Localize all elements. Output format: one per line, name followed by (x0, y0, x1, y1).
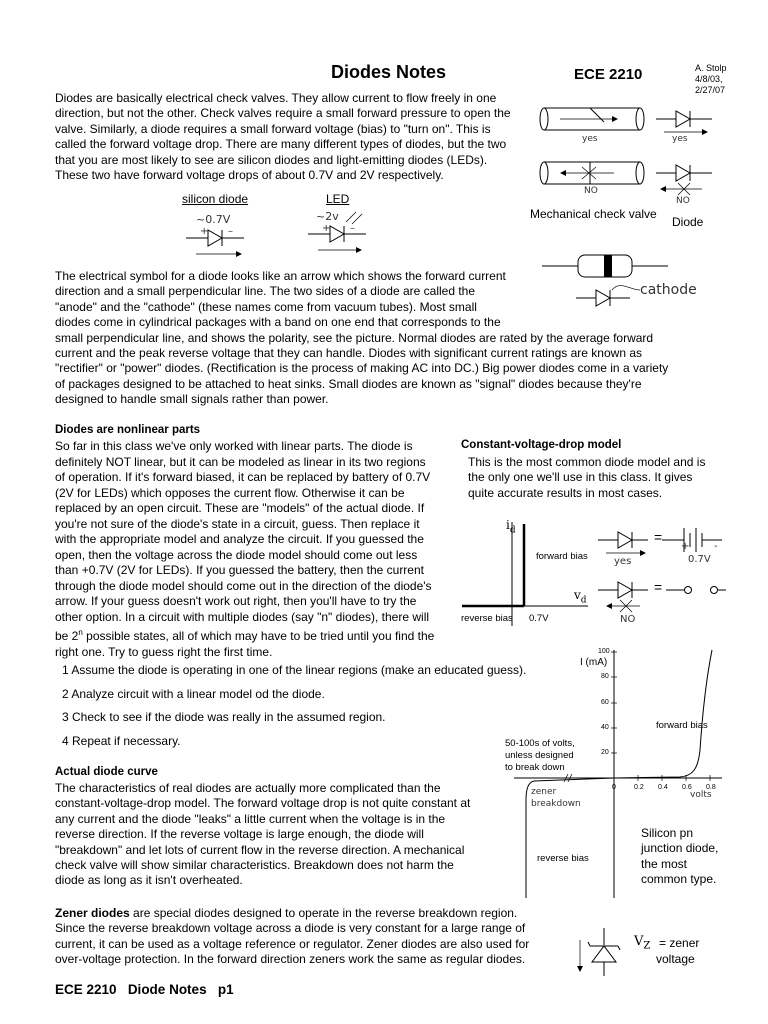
electrical-line: direction and a small perpendicular line. The two sides of a diode are called the (55, 284, 476, 299)
footer-course: ECE 2210 (55, 982, 117, 997)
nonlinear-line: So far in this class we've only worked with linear parts. The diode is (55, 439, 413, 453)
nonlinear-line: other option. In a circuit with multiple diodes (say "n" diodes), there will (55, 609, 430, 624)
electrical-line: designed to handle small signals rather than power. (55, 392, 329, 407)
nonlinear-line: through the diode model should come out in the direction of the diode's (55, 578, 432, 593)
step-item: 1 Assume the diode is operating in one of the linear regions (make an educated guess). (62, 663, 527, 677)
y-tick-60: 60 (601, 699, 609, 706)
diode-yes-label: yes (672, 134, 688, 144)
zener-line-rest: are special diodes designed to operate in the reverse breakdown region. (129, 906, 518, 920)
silicon-diode-label: silicon diode (182, 192, 249, 206)
cvd-no-label: NO (620, 614, 636, 625)
id-d: d (509, 525, 516, 536)
cvd-line: the only one we'll use in this class. It gives (468, 470, 693, 485)
id-i: i (506, 518, 510, 532)
date-2: 2/27/07 (695, 85, 726, 95)
step-item: 3 Check to see if the diode was really in the assumed region. (62, 710, 386, 724)
curve-y-label: I (mA) (580, 657, 608, 668)
actual-line: "breakdown" and let lots of current flow in the reverse direction. A mechanical (55, 842, 465, 857)
footer-page: p1 (217, 982, 234, 997)
footer-title: Diode Notes (127, 982, 207, 997)
nonlinear-line: you're not sure of the diode's state in a circuit, guess. Then replace it (55, 516, 420, 531)
intro-line: direction, but not the other. Check valves require a small forward pressure to open the (55, 106, 511, 121)
curve-forward-bias: forward bias (656, 720, 708, 731)
cvd-heading: Constant-voltage-drop model (461, 439, 622, 451)
actual-line: constant-voltage-drop model. The forward voltage drop is not quite constant at (55, 796, 471, 811)
intro-line: These two have forward voltage drops of about 0.7V and 2V respectively. (55, 168, 444, 183)
silicon-pn-line: common type. (641, 872, 717, 887)
vz-v: V (634, 934, 644, 949)
actual-line: diode as long as it isn't overheated. (55, 873, 243, 888)
cathode-label: cathode (640, 282, 697, 298)
cvd-line: This is the most common diode model and is (468, 455, 706, 469)
vd-d: d (580, 595, 587, 606)
intro-line: that you are most likely to see are silicon diodes and light-emitting diodes (LEDs). (55, 152, 488, 167)
led-minus: – (350, 223, 355, 234)
actual-curve-heading: Actual diode curve (55, 766, 158, 778)
zener-line: current, it can be used as a voltage reference or regulator. Zener diodes are also used for (55, 936, 530, 951)
y-tick-40: 40 (601, 724, 609, 731)
exponent-n: n (78, 628, 83, 637)
x-tick-0.8: 0.8 (706, 784, 716, 791)
electrical-line: current and the peak reverse voltage that they can handle. Diodes with significant current ratings are known as (55, 346, 642, 361)
electrical-line: "anode" and the "cathode" (these names come from vacuum tubes). Most small (55, 299, 477, 314)
zener-breakdown-line: zener (531, 787, 557, 797)
cvd-yes-label: yes (614, 556, 632, 567)
battery-voltage-label: 0.7V (688, 554, 711, 565)
nonlinear-line: open, then the voltage across the diode model should come out less (55, 547, 418, 562)
nonlinear-line: arrow. If your guess doesn't work out right, then you'll have to try the (55, 594, 417, 608)
equals-sign-1: = (654, 529, 663, 545)
date-1: 4/8/03, (695, 74, 723, 84)
cvd-forward-bias-label: forward bias (536, 551, 588, 562)
cvd-line: quite accurate results in most cases. (468, 485, 663, 500)
intro-line: Diodes are basically electrical check valves. They allow current to flow freely in one (55, 91, 497, 105)
breakdown-note-line: 50-100s of volts, (505, 738, 575, 749)
vz-z: Z (643, 940, 651, 952)
electrical-line: diodes come in cylindrical packages with a band on one end that corresponds to the (55, 315, 501, 330)
x-tick-0.6: 0.6 (682, 784, 692, 791)
battery-plus: + (681, 541, 690, 552)
led-label: LED (326, 192, 350, 206)
electrical-line: The electrical symbol for a diode looks like an arrow which shows the forward current (55, 269, 506, 283)
curve-x-label: volts (690, 790, 712, 800)
silicon-pn-line: Silicon pn (641, 826, 694, 840)
footer (55, 982, 234, 997)
y-tick-80: 80 (601, 673, 609, 680)
y-tick-20: 20 (601, 749, 609, 756)
vz-text-2: voltage (656, 952, 695, 966)
intro-line: called the forward voltage drop. There are many different types of diodes, but the two (55, 137, 507, 152)
y-tick-100: 100 (598, 648, 610, 655)
diode-caption: Diode (672, 215, 704, 229)
nonlinear-line: replaced by an open circuit. These are "models" of the actual diode. If (55, 501, 425, 515)
actual-line: check valve will show similar characteristics. Breakdown does not harm the (55, 858, 454, 873)
course-code: ECE 2210 (574, 66, 643, 83)
cvd-reverse-bias-label: reverse bias (461, 613, 513, 624)
vz-symbol (634, 934, 650, 952)
breakdown-note-line: unless designed (505, 750, 574, 761)
intro-line: valve. Similarly, a diode requires a small forward voltage (bias) to "turn on". This is (55, 121, 491, 136)
electrical-line: of packages designed to be attached to heat sinks. Small diodes are known as "signal" diodes because they're (55, 376, 642, 391)
led-voltage-label: ~2v (316, 210, 339, 223)
curve-reverse-bias: reverse bias (537, 853, 589, 864)
battery-minus: - (714, 541, 718, 552)
nonlinear-line-b: possible states, all of which may have to be tried until you find the (82, 629, 435, 643)
silicon-minus: – (228, 226, 233, 237)
nonlinear-line-a: be 2 (55, 629, 79, 643)
zener-line: Since the reverse breakdown voltage across a diode is very constant for a large range of (55, 921, 526, 936)
actual-line: reverse direction. If the reverse voltage is large enough, the diode will (55, 827, 424, 842)
mechanical-check-valve-caption: Mechanical check valve (530, 207, 657, 221)
author-name: A. Stolp (695, 63, 727, 73)
nonlinear-line: of operation. If it's forward biased, it can be replaced by battery of 0.7V (55, 470, 431, 484)
x-tick-0.2: 0.2 (634, 784, 644, 791)
x-tick-0.4: 0.4 (658, 784, 668, 791)
zener-breakdown-line: breakdown (531, 799, 581, 809)
nonlinear-line: with the appropriate model and analyze the circuit. If you guessed the (55, 532, 424, 546)
electrical-line: "rectifier" or "power" diodes. (Rectification is the process of making AC into DC.) Big power diodes come in a variety (55, 361, 669, 376)
silicon-pn-line: the most (641, 856, 688, 871)
equals-sign-2: = (654, 579, 663, 595)
valve-no-label: NO (584, 186, 598, 196)
step-item: 4 Repeat if necessary. (62, 733, 181, 748)
electrical-line: small perpendicular line, and shows the polarity, see the picture. Normal diodes are rated by the average forward (55, 330, 654, 345)
nonlinear-line: right one. Try to guess right the first time. (55, 644, 273, 659)
nonlinear-line: definitely NOT linear, but it can be modeled as linear in its two regions (55, 454, 426, 469)
silicon-voltage-label: ~0.7V (196, 213, 231, 226)
nonlinear-heading: Diodes are nonlinear parts (55, 424, 201, 436)
diode-no-label: NO (676, 196, 690, 206)
x-tick-0: 0 (612, 784, 616, 791)
actual-line: any current and the diode "leaks" a little current when the voltage is in the (55, 811, 446, 826)
cvd-07v-label: 0.7V (529, 613, 549, 624)
nonlinear-line: (2V for LEDs) which opposes the current flow. Otherwise it can be (55, 485, 405, 500)
vd-v: v (574, 588, 581, 602)
led-plus: + (322, 223, 331, 234)
actual-line: The characteristics of real diodes are actually more complicated than the (55, 781, 441, 795)
page-title: Diodes Notes (331, 62, 447, 82)
breakdown-note-line: to break down (505, 762, 565, 773)
vz-text-1: = zener (659, 936, 700, 950)
step-item: 2 Analyze circuit with a linear model od the diode. (62, 686, 325, 701)
silicon-plus: + (200, 226, 209, 237)
silicon-pn-line: junction diode, (641, 841, 719, 856)
zener-lead: Zener diodes (55, 906, 130, 920)
nonlinear-line: than +0.7V (2V for LEDs). If you guessed the battery, then the current (55, 563, 424, 577)
valve-yes-label: yes (582, 134, 598, 144)
zener-line: over-voltage protection. In the forward direction zeners work the same as regular diodes. (55, 952, 526, 967)
